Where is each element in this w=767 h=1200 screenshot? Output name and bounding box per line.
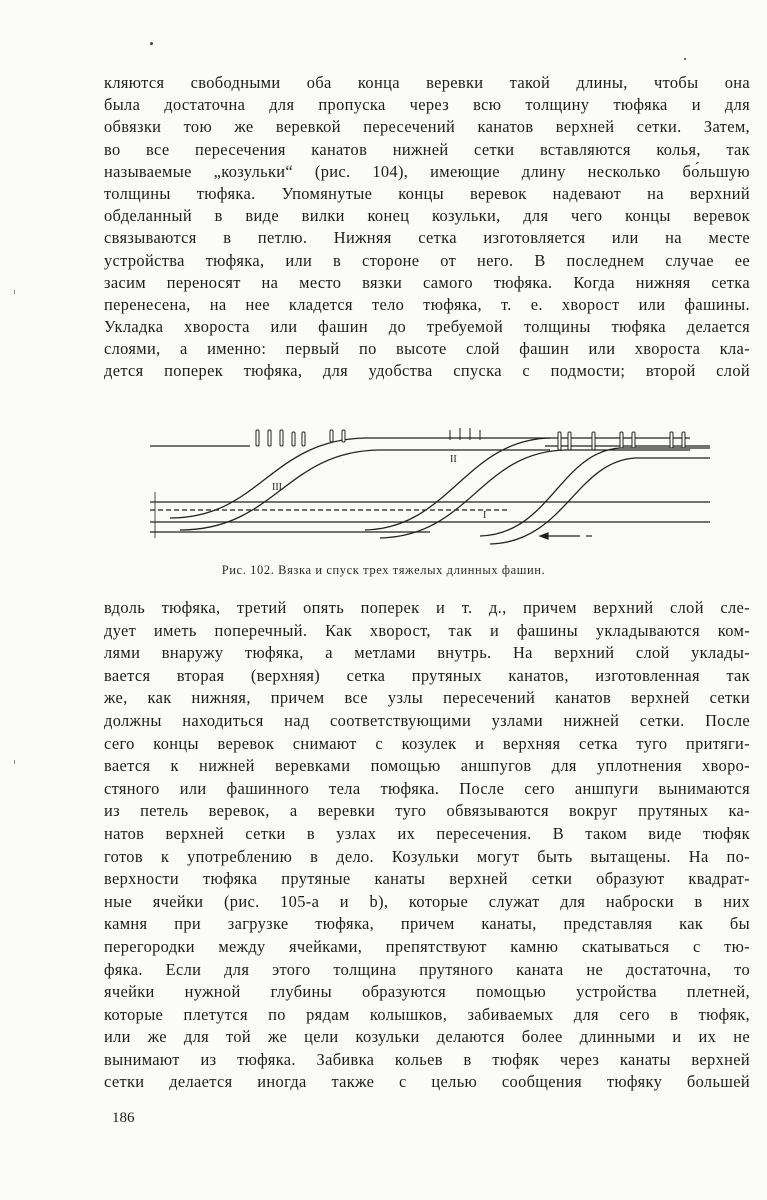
text-line: или же для той же цели козульки делаются более длинными и их не [104,1027,750,1047]
paragraph-top [104,72,750,383]
text-line: камня при загрузке тюфяка, причем канаты, представляя как бы [104,914,750,934]
margin-mark [14,760,15,764]
text-line: натов верхней сетки в узлах их пересечения. В таком виде тюфяк [104,823,750,843]
text-line: должны находиться над соответствующими узлами нижней сетки. После [104,710,750,730]
label-II: II [450,454,457,465]
text-line: обвязки тою же веревкой пересечений канатов верхней сетки. Затем, [104,117,750,137]
fascine-diagram [150,418,710,548]
page-speck [684,58,686,60]
text-line: перенесена, на нее кладется тело тюфяка, т. е. хворост или фашины. [104,294,750,314]
text-line: слоями, а именно: первый по высоте слой фашин или хвороста кла- [104,339,750,359]
text-line: фяка. Если для этого толщина прутяного каната не достаточна, то [104,959,750,979]
text-line: вается к нижней веревками помощью аншпугов для уплотнения хворо- [104,756,750,776]
text-line: сетки делается иногда также с целью сообщения тюфяку большей [104,1072,750,1092]
text-line: во все пересечения канатов нижней сетки вставляются колья, так [104,139,750,159]
text-line: дется поперек тюфяка, для удобства спуска с подмости; второй слой [104,361,750,381]
text-line: лями внаружу тюфяка, а метлами внутрь. На верхний слой уклады- [104,643,750,663]
text-line: называемые „козульки“ (рис. 104), имеющие длину несколько бо́льшую [104,161,750,181]
text-line: связываются в петлю. Нижняя сетка изготовляется или на месте [104,228,750,248]
text-line: кляются свободными оба конца веревки такой длины, чтобы она [104,73,750,92]
text-line: из петель веревок, а веревки туго обвязываются вокруг прутяных ка- [104,801,750,821]
text-line: вается вторая (верхняя) сетка прутяных канатов, изготовленная так [104,665,750,685]
text-line: вынимают из тюфяка. Забивка кольев в тюфяк через канаты верхней [104,1049,750,1069]
text-line: была достаточна для пропуска через всю толщину тюфяка и для [104,95,750,115]
text-line: же, как нижняя, причем все узлы пересечений канатов верхней сетки [104,688,750,708]
text-line: стяного или фашинного тела тюфяка. После сего аншпуги вынимаются [104,778,750,798]
label-I: I [483,510,487,521]
text-line: засим переносят на место вязки самого тюфяка. Когда нижняя сетка [104,272,750,292]
text-line: устройства тюфяка, или в стороне от него. В последнем случае ее [104,250,750,270]
text-line: Укладка хвороста или фашин до требуемой толщины тюфяка делается [104,317,750,337]
text-line: обделанный в виде вилки конец козульки, для чего концы веревок [104,206,750,226]
page-number: 186 [112,1110,135,1126]
label-III: III [272,482,282,493]
paragraph-bottom [104,597,750,1094]
text-line: ные ячейки (рис. 105-a и b), которые служат для наброски в них [104,891,750,911]
text-line: ячейки нужной глубины образуются помощью устройства плетней, [104,982,750,1002]
text-line: толщины тюфяка. Упомянутые концы веревок надевают на верхний [104,183,750,203]
page-speck [150,42,153,45]
text-line: сего концы веревок снимают с козулек и верхняя сетка туго притяги- [104,733,750,753]
text-line: которые плетутся по рядам колышков, забиваемых для сего в тюфяк, [104,1004,750,1024]
text-line: перегородки между ячейками, препятствуют камню скатываться с тю- [104,936,750,956]
margin-mark [14,290,15,294]
text-line: вдоль тюфяка, третий опять поперек и т. д., причем верхний слой сле- [104,598,750,617]
figure-caption: Рис. 102. Вязка и спуск трех тяжелых длинных фашин. [221,563,546,577]
text-line: готов к употреблению в дело. Козульки могут быть вытащены. На по- [104,846,750,866]
text-line: дует иметь поперечный. Как хворост, так и фашины укладываются ком- [104,620,750,640]
text-line: верхности тюфяка прутяные канаты верхней сетки образуют квадрат- [104,869,750,889]
